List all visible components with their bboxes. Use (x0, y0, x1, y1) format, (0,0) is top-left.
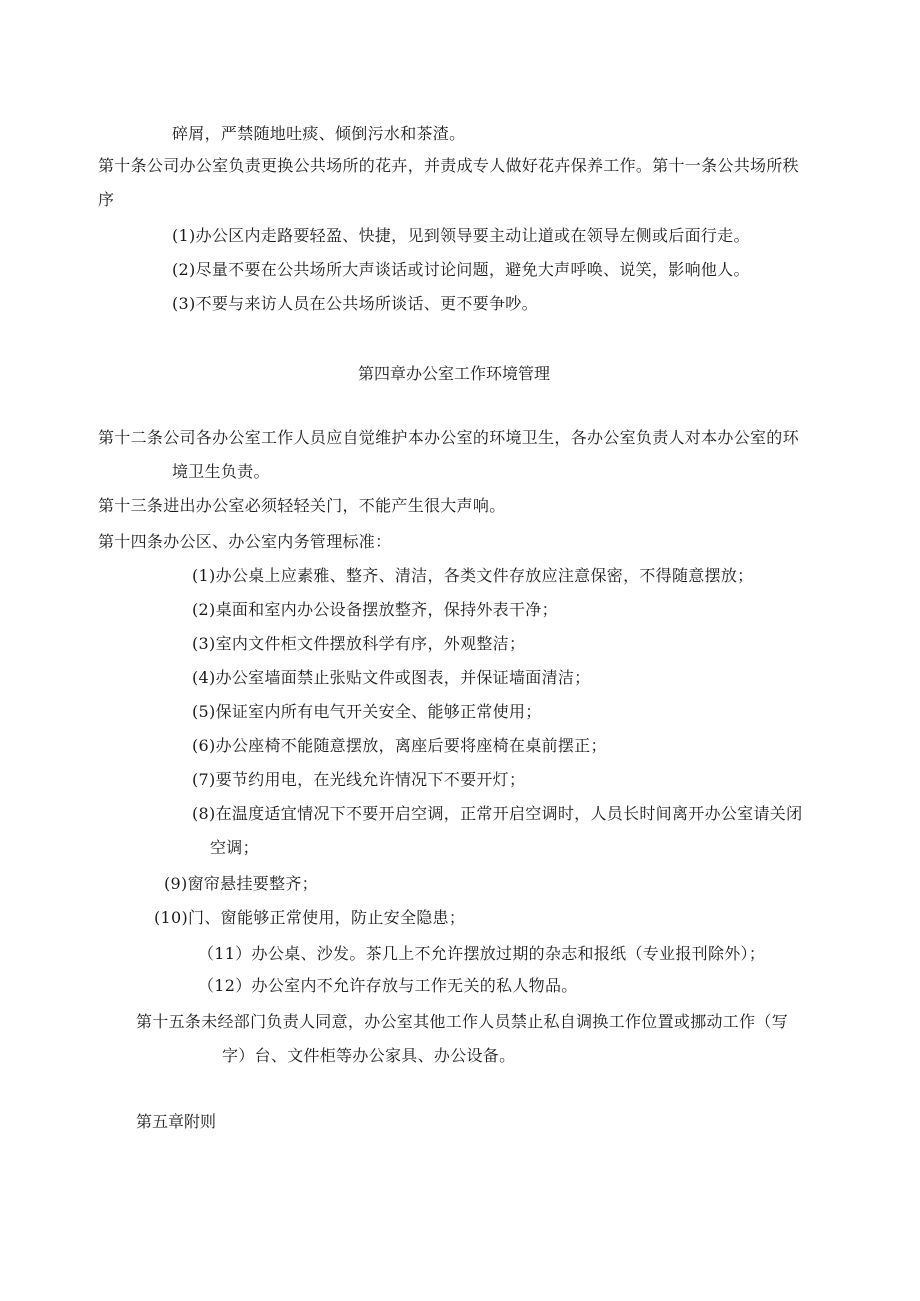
chapter-5-title: 第五章附则 (136, 1112, 217, 1131)
chapter-4-title: 第四章办公室工作环境管理 (358, 364, 551, 383)
article-11-item-1: (1)办公区内走路要轻盈、快捷，见到领导要主动让道或在领导左侧或后面行走。 (172, 226, 750, 245)
paragraph-line: 碎屑，严禁随地吐痰、倾倒污水和茶渣。 (172, 124, 466, 143)
article-10-line-2: 序 (98, 190, 115, 209)
article-14-item-8-line-2: 空调； (210, 838, 259, 857)
article-14-item-4: (4)办公室墙面禁止张贴文件或图表，并保证墙面清洁； (192, 668, 591, 687)
article-14-item-3: (3)室内文件柜文件摆放科学有序，外观整洁； (192, 634, 526, 653)
article-14-item-10: (10)门、窗能够正常使用，防止安全隐患； (154, 908, 466, 927)
article-15-line-1: 第十五条未经部门负责人同意，办公室其他工作人员禁止私自调换工作位置或挪动工作（写 (136, 1012, 789, 1031)
article-14-item-11: （11）办公桌、沙发。茶几上不允许摆放过期的杂志和报纸（专业报刊除外）； (198, 944, 766, 963)
article-11-item-2: (2)尽量不要在公共场所大声谈话或讨论问题，避免大声呼唤、说笑，影响他人。 (172, 260, 750, 279)
article-15-line-2: 字）台、文件柜等办公家具、办公设备。 (222, 1046, 516, 1065)
article-11-item-3: (3)不要与来访人员在公共场所谈话、更不要争吵。 (172, 294, 538, 313)
article-14-item-1: (1)办公桌上应素雅、整齐、清洁，各类文件存放应注意保密，不得随意摆放； (192, 566, 754, 585)
article-14-item-5: (5)保证室内所有电气开关安全、能够正常使用； (192, 702, 542, 721)
article-12-line-2: 境卫生负责。 (172, 462, 270, 481)
article-14: 第十四条办公区、办公室内务管理标准： (98, 532, 392, 551)
article-14-item-7: (7)要节约用电，在光线允许情况下不要开灯； (192, 770, 526, 789)
article-14-item-8-line-1: (8)在温度适宜情况下不要开启空调，正常开启空调时，人员长时间离开办公室请关闭 (192, 804, 803, 823)
article-13: 第十三条进出办公室必须轻轻关门，不能产生很大声响。 (98, 496, 506, 515)
article-14-item-6: (6)办公座椅不能随意摆放，离座后要将座椅在桌前摆正； (192, 736, 607, 755)
article-14-item-9: (9)窗帘悬挂要整齐； (164, 874, 318, 893)
article-12-line-1: 第十二条公司各办公室工作人员应自觉维护本办公室的环境卫生，各办公室负责人对本办公室的环 (98, 428, 799, 447)
article-10-line-1: 第十条公司办公室负责更换公共场所的花卉，并责成专人做好花卉保养工作。第十一条公共场所秩 (98, 156, 799, 175)
article-14-item-2: (2)桌面和室内办公设备摆放整齐，保持外表干净； (192, 600, 558, 619)
article-14-item-12: （12）办公室内不允许存放与工作无关的私人物品。 (198, 976, 578, 995)
